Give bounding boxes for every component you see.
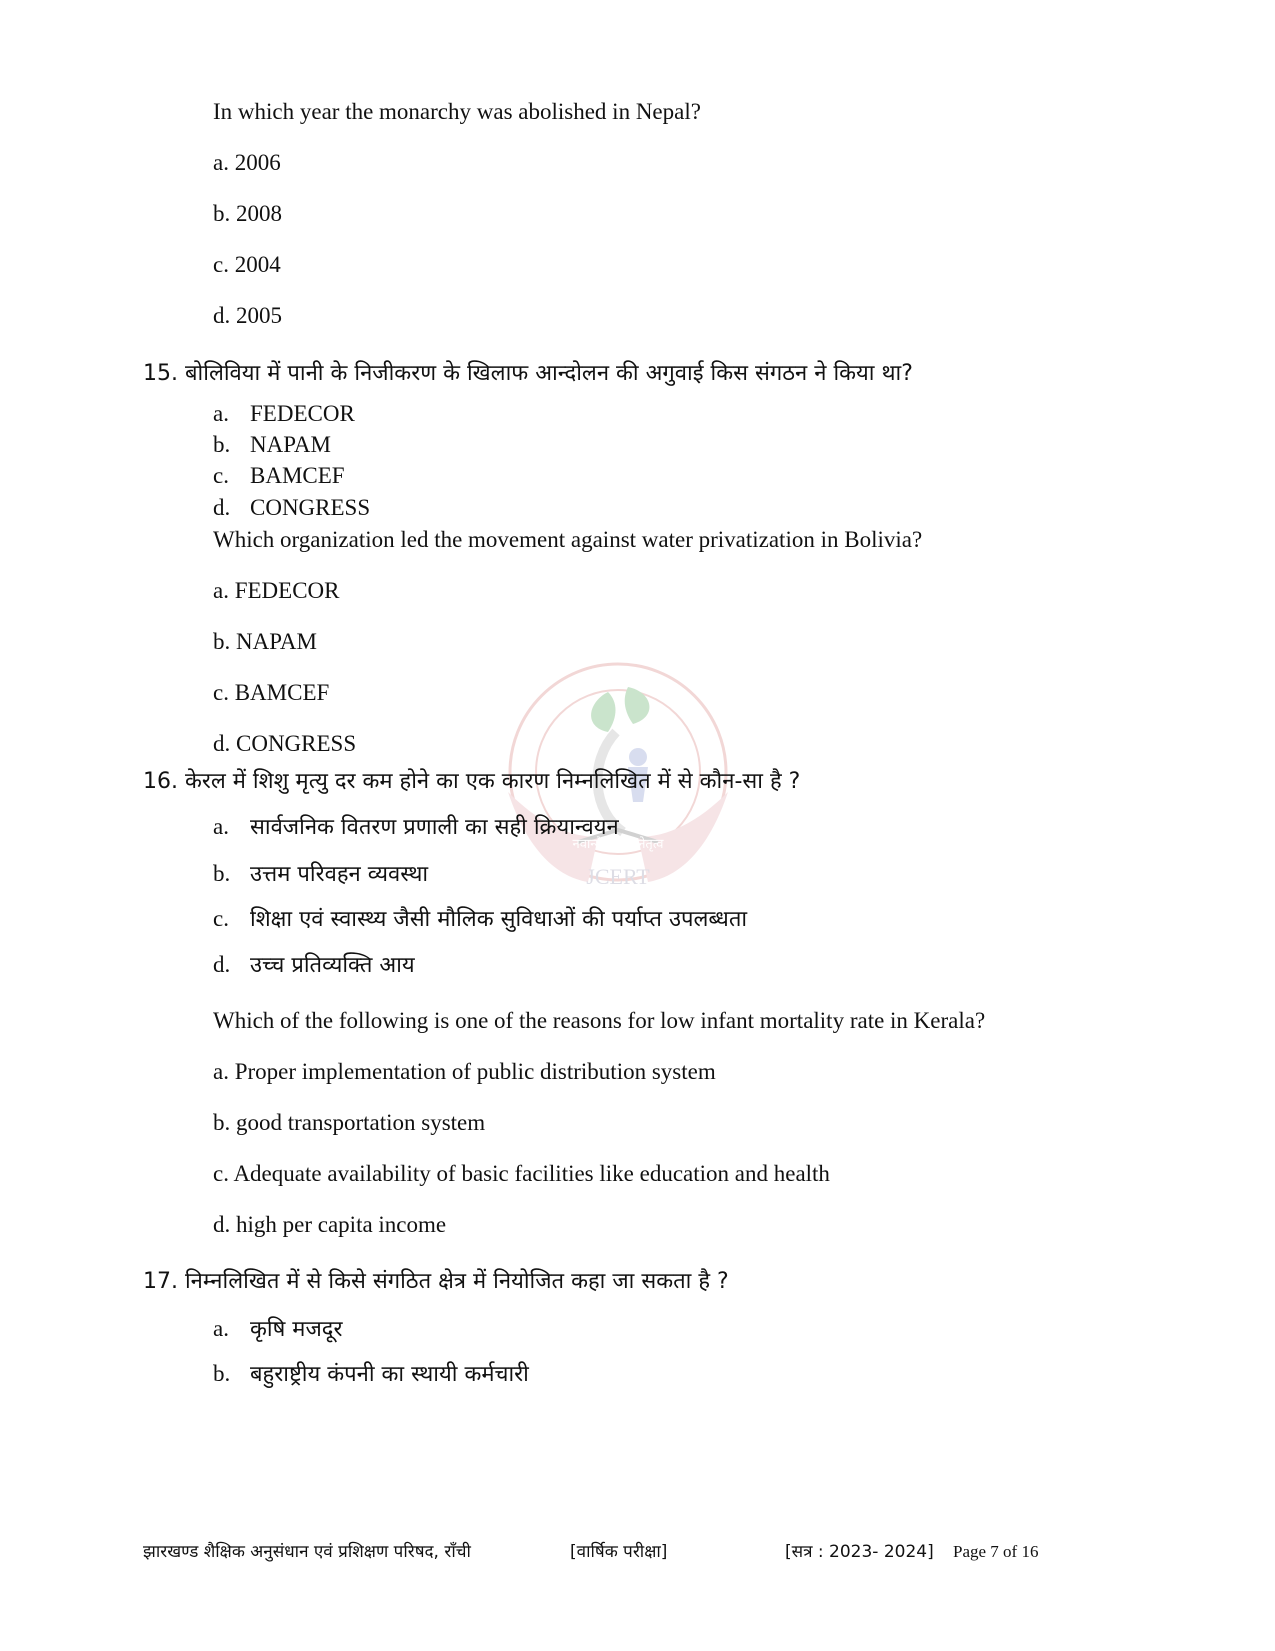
footer-organization: झारखण्ड शैक्षिक अनुसंधान एवं प्रशिक्षण परिषद, राँची <box>143 1542 471 1562</box>
watermark-jcert-text: JCERT <box>586 864 650 889</box>
q16-hi-option-b <box>213 860 428 889</box>
q16-hi-question: 16. केरल में शिशु मृत्यु दर कम होने का एक कारण निम्नलिखित में से कौन-सा है ? <box>143 769 801 794</box>
option-label: a. <box>213 401 229 426</box>
q16-en-option-a: a. Proper implementation of public distribution system <box>213 1059 716 1084</box>
option-text: कृषि मजदूर <box>250 1317 343 1342</box>
option-label: c. <box>213 463 229 488</box>
q15-hi-option-c <box>213 462 345 490</box>
q14-en-option-a: a. 2006 <box>213 150 281 175</box>
q15-en-question: Which organization led the movement against water privatization in Bolivia? <box>213 527 923 552</box>
q16-hi-option-c <box>213 905 747 934</box>
option-label: a. <box>213 814 229 839</box>
footer-page-number: Page 7 of 16 <box>953 1542 1039 1561</box>
q17-hi-option-b <box>213 1360 529 1389</box>
jcert-watermark-logo <box>468 652 768 942</box>
option-text: बहुराष्ट्रीय कंपनी का स्थायी कर्मचारी <box>250 1362 529 1387</box>
q14-en-question: In which year the monarchy was abolished in Nepal? <box>213 99 701 124</box>
q14-en-option-d: d. 2005 <box>213 303 282 328</box>
q16-en-option-c: c. Adequate availability of basic facilities like education and health <box>213 1161 830 1186</box>
option-label: b. <box>213 861 231 886</box>
q16-hi-option-a <box>213 813 619 842</box>
q15-en-option-d: d. CONGRESS <box>213 731 357 756</box>
q15-hi-option-d <box>213 494 370 522</box>
footer-session: [सत्र : 2023- 2024] <box>785 1542 934 1562</box>
q15-hi-option-b <box>213 431 331 459</box>
q16-en-option-b: b. good transportation system <box>213 1110 486 1135</box>
q15-en-option-a: a. FEDECOR <box>213 578 340 603</box>
option-label: d. <box>213 495 231 520</box>
q15-en-option-b: b. NAPAM <box>213 629 317 654</box>
q17-hi-option-a <box>213 1315 342 1344</box>
q14-en-option-c: c. 2004 <box>213 252 281 277</box>
q15-hi-question: 15. बोलिविया में पानी के निजीकरण के खिलाफ आन्दोलन की अगुवाई किस संगठन ने किया था? <box>143 361 913 386</box>
option-label: b. <box>213 432 231 457</box>
q16-en-option-d: d. high per capita income <box>213 1212 447 1237</box>
q15-hi-option-a <box>213 400 355 428</box>
watermark-motto: नवान्मेष शोध नेतृत्व <box>572 837 664 852</box>
footer-exam-type: [वार्षिक परीक्षा] <box>570 1542 668 1562</box>
option-text: सार्वजनिक वितरण प्रणाली का सही क्रियान्वयन <box>250 815 619 840</box>
option-text: शिक्षा एवं स्वास्थ्य जैसी मौलिक सुविधाओं की पर्याप्त उपलब्धता <box>250 907 748 932</box>
q15-en-option-c: c. BAMCEF <box>213 680 330 705</box>
option-label: d. <box>213 952 231 977</box>
q16-en-question: Which of the following is one of the reasons for low infant mortality rate in Kerala? <box>213 1008 986 1033</box>
option-label: b. <box>213 1361 231 1386</box>
option-text: CONGRESS <box>250 495 371 520</box>
option-label: a. <box>213 1316 229 1341</box>
option-text: NAPAM <box>250 432 331 457</box>
q17-hi-question: 17. निम्नलिखित में से किसे संगठित क्षेत्र में नियोजित कहा जा सकता है ? <box>143 1269 729 1294</box>
option-text: BAMCEF <box>250 463 345 488</box>
q14-en-option-b: b. 2008 <box>213 201 282 226</box>
option-text: उत्तम परिवहन व्यवस्था <box>250 862 429 887</box>
option-label: c. <box>213 906 229 931</box>
q16-hi-option-d <box>213 951 415 980</box>
option-text: FEDECOR <box>250 401 355 426</box>
option-text: उच्च प्रतिव्यक्ति आय <box>250 953 415 978</box>
